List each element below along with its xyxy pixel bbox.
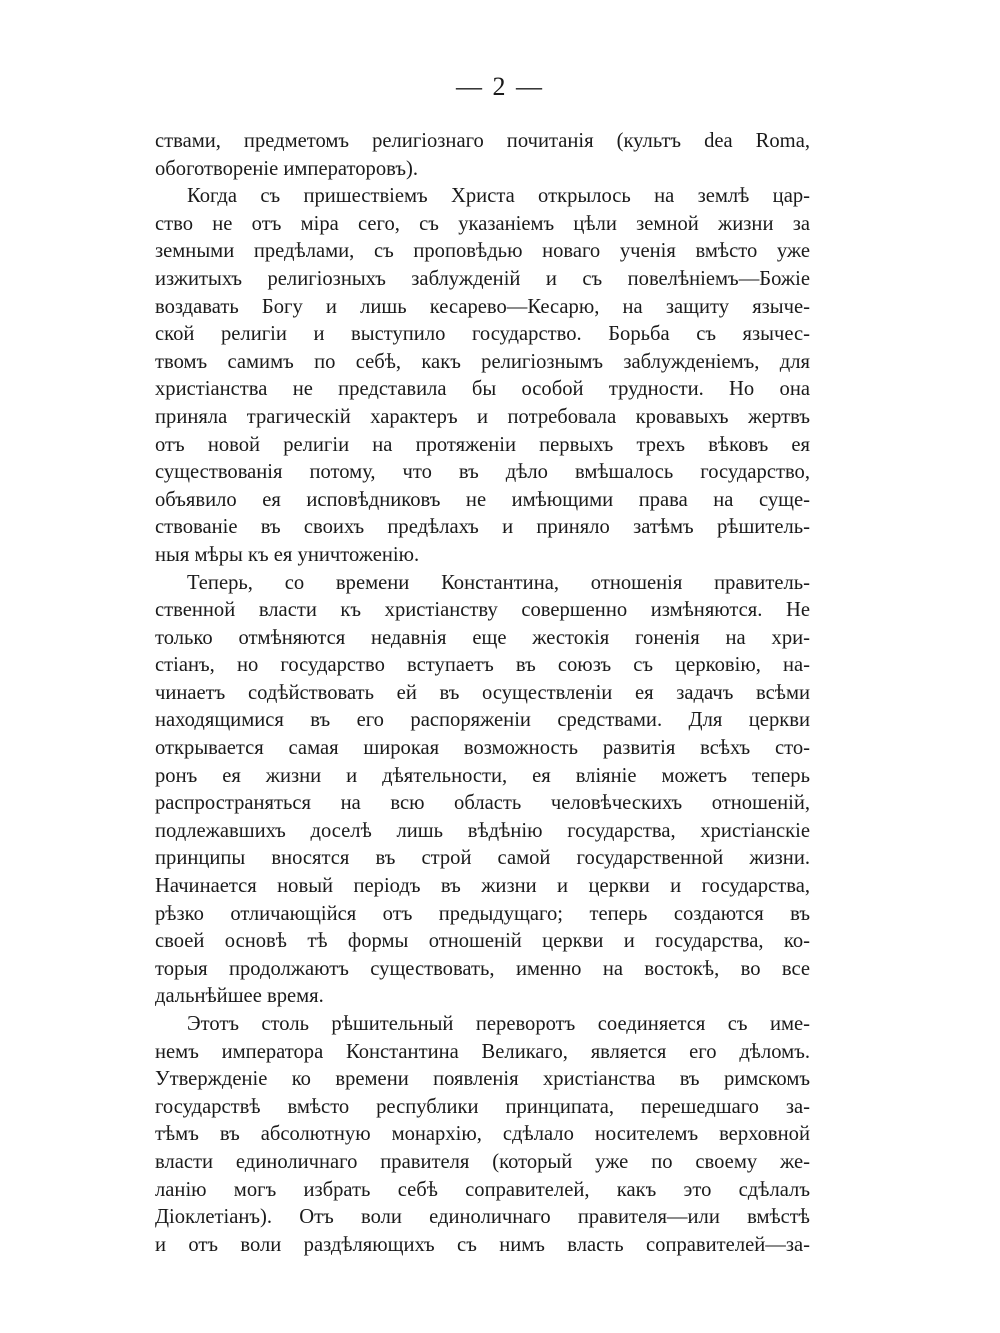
text-line: ствами, предметомъ религіознаго почитанія (культъ dea Roma, [155,130,810,152]
text-line: ланію могъ избрать себѣ соправителей, какъ это сдѣлалъ [155,1178,810,1201]
text-line: ство не отъ міра сего, съ указаніемъ цѣли земной жизни за [155,212,810,235]
text-line: рѣзко отличающійся отъ предыдущаго; теперь создаются въ [155,902,810,925]
text-line: объявило ея исповѣдниковъ не имѣющими права на суще- [155,488,810,511]
text-line: Теперь, со времени Константина, отношенія правитель- [187,571,810,594]
text-line: Діоклетіанъ). Отъ воли единоличнаго правителя—или вмѣстѣ [155,1206,810,1229]
text-line: ствованіе въ своихъ предѣлахъ и приняло затѣмъ рѣшитель- [155,516,810,539]
text-line: земными предѣлами, съ проповѣдью новаго ученія вмѣсто уже [155,240,810,263]
text-line: торыя продолжаютъ существовать, именно на востокѣ, во все [155,957,810,980]
text-line: дальнѣйшее время. [155,985,324,1008]
text-line: власти единоличнаго правителя (который уже по своему же- [155,1150,810,1173]
text-line: находящимися въ его распоряженіи средствами. Для церкви [155,709,810,732]
text-line: государствѣ вмѣсто республики принципата, перешедшаго за- [155,1095,810,1118]
text-line: Утвержденіе ко времени появленія христіанства въ римскомъ [155,1068,810,1091]
text-line: чинаетъ содѣйствовать ей въ осуществленіи ея задачъ всѣми [155,681,810,704]
text-line: ственной власти къ христіанству совершенно измѣняются. Не [155,599,810,622]
text-line: обоготвореніе императоровъ). [155,157,418,180]
text-line: воздавать Богу и лишь кесарево—Кесарю, на защиту языче- [155,295,810,318]
text-line: христіанства не представила бы особой трудности. Но она [155,378,810,401]
text-line: подлежавшихъ доселѣ лишь вѣдѣнію государства, христіанскіе [155,819,810,842]
paragraph [155,1011,810,1259]
text-line: и отъ воли раздѣляющихъ съ нимъ власть соправителей—за- [155,1233,810,1256]
text-line: существованія потому, что въ дѣло вмѣшалось государство, [155,461,810,484]
body-text [155,128,810,1259]
text-line: изжитыхъ религіозныхъ заблужденій и съ повелѣніемъ—Божіе [155,267,810,290]
text-line: Когда съ пришествіемъ Христа открылось на землѣ цар- [187,185,810,208]
text-line: Начинается новый періодъ въ жизни и церкви и государства, [155,875,810,898]
text-line: только отмѣняются недавнія еще жестокія гоненія на хри- [155,626,810,649]
text-line: стіанъ, но государство вступаетъ въ союзъ съ церковію, на- [155,654,810,677]
page-number: — 2 — [456,72,544,101]
text-line: Этотъ столь рѣшительный переворотъ соединяется съ име- [187,1013,810,1035]
text-line: своей основѣ тѣ формы отношеній церкви и государства, ко- [155,930,810,953]
paragraph [155,570,810,1012]
text-line: тѣмъ въ абсолютную монархію, сдѣлало носителемъ верховной [155,1123,810,1146]
text-line: немъ императора Константина Великаго, является его дѣломъ. [155,1040,810,1063]
text-line: твомъ самимъ по себѣ, какъ религіознымъ заблужденіемъ, для [155,350,810,373]
text-line: приняла трагическій характеръ и потребовала кровавыхъ жертвъ [155,405,810,428]
text-line: отъ новой религіи на протяженіи первыхъ трехъ вѣковъ ея [155,433,810,456]
text-line: ской религіи и выступило государство. Борьба съ язычес- [155,323,810,346]
text-line: ныя мѣры къ ея уничтоженію. [155,543,420,566]
paragraph [155,183,810,569]
paragraph [155,128,810,183]
text-line: распространяться на всю область человѣческихъ отношеній, [155,792,810,815]
text-line: принципы вносятся въ строй самой государственной жизни. [155,847,810,870]
text-line: ронъ ея жизни и дѣятельности, ея вліяніе можетъ теперь [155,764,810,787]
text-line: открывается самая широкая возможность развитія всѣхъ сто- [155,737,810,760]
